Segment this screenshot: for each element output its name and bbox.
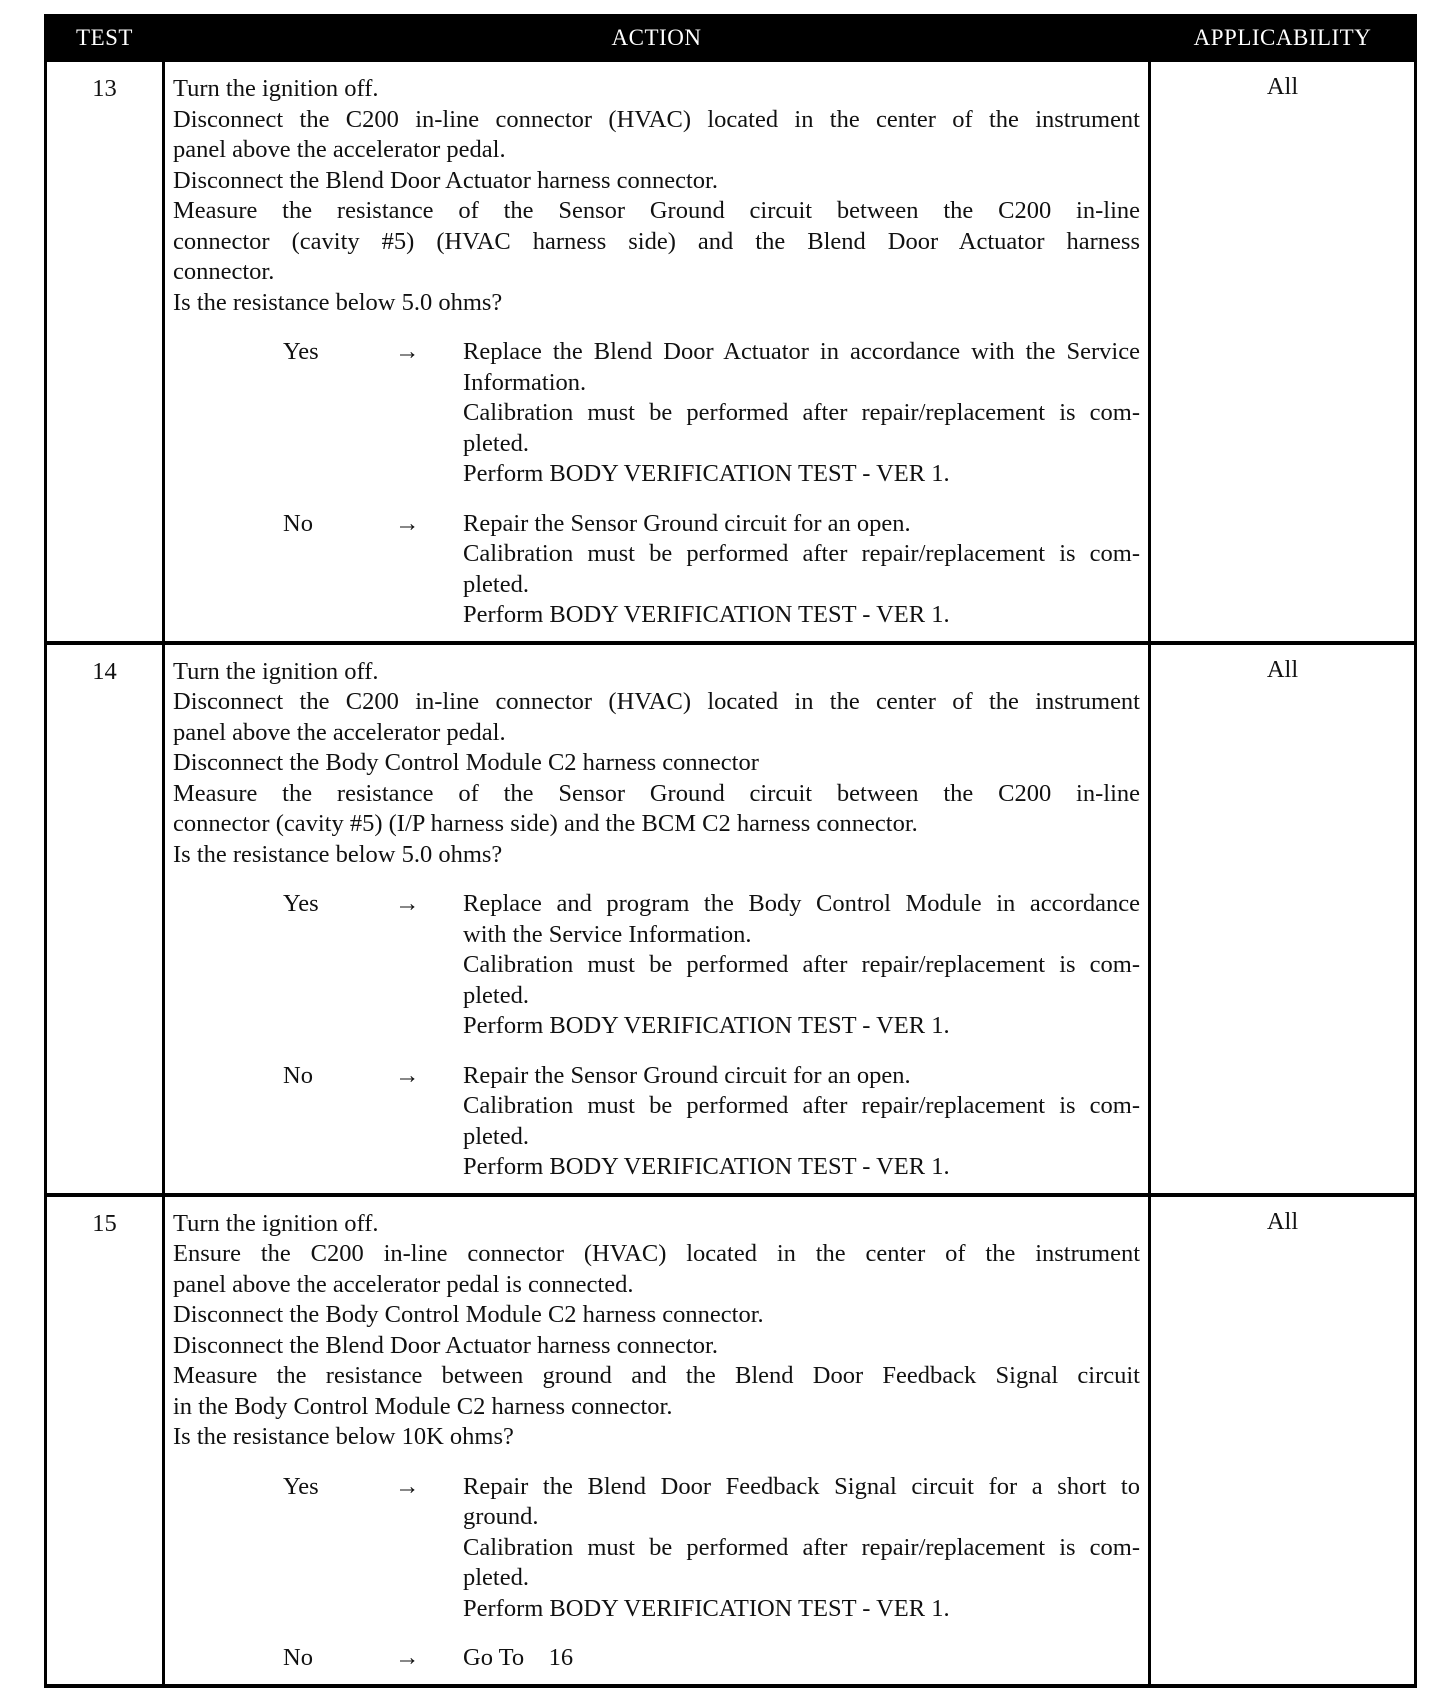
action-step: Disconnect the Blend Door Actuator harness connector. [173, 1331, 718, 1359]
action-step: connector. [173, 258, 275, 285]
action-step: Disconnect the C200 in-line connector (HVAC) located in the center of the instrument [173, 688, 1140, 715]
table-row-test-14 [46, 643, 1416, 1195]
yes-outcome [463, 889, 1140, 1042]
no-label: No [283, 1061, 313, 1089]
action-step: Is the resistance below 5.0 ohms? [173, 840, 503, 868]
header-test: TEST [46, 16, 164, 61]
outcome-line: Calibration must be performed after repair/replacement is com- [463, 540, 1140, 567]
test-number: 14 [46, 643, 164, 1195]
no-outcome [463, 1061, 1140, 1183]
action-step: Is the resistance below 10K ohms? [173, 1423, 514, 1450]
outcome-line: Go To 16 [463, 1644, 574, 1671]
arrow-right-icon: → [395, 1472, 420, 1500]
table-row-test-15 [46, 1195, 1416, 1686]
applicability-value: All [1150, 1195, 1416, 1686]
test-number: 13 [46, 61, 164, 643]
outcome-line: ground. [463, 1503, 539, 1530]
arrow-right-icon: → [395, 1061, 420, 1089]
action-step: Measure the resistance of the Sensor Ground circuit between the C200 in-line [173, 197, 1140, 224]
action-step: connector (cavity #5) (I/P harness side) and the BCM C2 harness connector. [173, 810, 918, 837]
arrow-right-icon: → [395, 338, 420, 365]
action-step: Measure the resistance between ground and the Blend Door Feedback Signal circuit [173, 1362, 1140, 1389]
action-step: Turn the ignition off. [173, 1209, 379, 1237]
outcome-line: Repair the Blend Door Feedback Signal circuit for a short to [463, 1472, 1140, 1500]
outcome-line: Perform BODY VERIFICATION TEST - VER 1. [463, 1012, 950, 1039]
action-step: Measure the resistance of the Sensor Ground circuit between the C200 in-line [173, 779, 1140, 807]
outcome-line: Calibration must be performed after repair/replacement is com- [463, 951, 1140, 978]
action-step: panel above the accelerator pedal. [173, 136, 506, 163]
outcome-line: pleted. [463, 1564, 529, 1591]
table-row-test-13 [46, 61, 1416, 643]
outcome-line: pleted. [463, 1122, 529, 1150]
action-step: panel above the accelerator pedal. [173, 718, 506, 746]
arrow-right-icon: → [395, 890, 420, 917]
diagnostic-test-table-page [44, 14, 1414, 1688]
no-label: No [283, 1644, 313, 1671]
action-step: Disconnect the Body Control Module C2 harness connector. [173, 1301, 764, 1328]
no-branch [173, 509, 1140, 631]
yes-label: Yes [283, 1472, 319, 1500]
outcome-line: Replace the Blend Door Actuator in accordance with the Service [463, 338, 1140, 365]
action-cell [164, 61, 1150, 643]
no-label: No [283, 509, 313, 537]
outcome-line: Replace and program the Body Control Module in accordance [463, 890, 1140, 917]
action-step: in the Body Control Module C2 harness connector. [173, 1392, 673, 1420]
action-step: Is the resistance below 5.0 ohms? [173, 288, 503, 316]
outcome-line: Repair the Sensor Ground circuit for an open. [463, 509, 911, 537]
no-outcome [463, 509, 1140, 631]
no-branch [173, 1061, 1140, 1183]
action-step: Disconnect the Blend Door Actuator harness connector. [173, 166, 718, 194]
diagnostic-test-table [44, 14, 1417, 1688]
action-step: panel above the accelerator pedal is connected. [173, 1270, 634, 1298]
outcome-line: pleted. [463, 981, 529, 1009]
yes-branch [173, 337, 1140, 490]
arrow-right-icon: → [395, 509, 420, 537]
outcome-line: Repair the Sensor Ground circuit for an open. [463, 1061, 911, 1089]
applicability-value: All [1150, 61, 1416, 643]
outcome-line: pleted. [463, 429, 529, 457]
yes-outcome [463, 1472, 1140, 1625]
table-header-row [46, 16, 1416, 61]
outcome-line: Information. [463, 368, 587, 396]
outcome-line: Perform BODY VERIFICATION TEST - VER 1. [463, 460, 950, 487]
outcome-line: Calibration must be performed after repair/replacement is com- [463, 399, 1140, 426]
yes-branch [173, 889, 1140, 1042]
action-step: Disconnect the Body Control Module C2 harness connector [173, 749, 759, 776]
header-action: ACTION [164, 16, 1150, 61]
arrow-right-icon: → [395, 1644, 420, 1671]
outcome-line: Perform BODY VERIFICATION TEST - VER 1. [463, 601, 950, 628]
header-applicability: APPLICABILITY [1150, 16, 1416, 61]
applicability-value: All [1150, 643, 1416, 1195]
action-step: connector (cavity #5) (HVAC harness side) and the Blend Door Actuator harness [173, 227, 1140, 255]
yes-outcome [463, 337, 1140, 490]
action-step: Ensure the C200 in-line connector (HVAC) located in the center of the instrument [173, 1240, 1140, 1267]
outcome-line: pleted. [463, 570, 529, 598]
yes-branch [173, 1472, 1140, 1625]
outcome-line: Perform BODY VERIFICATION TEST - VER 1. [463, 1594, 950, 1622]
action-cell [164, 643, 1150, 1195]
no-branch [173, 1643, 1140, 1674]
no-outcome [463, 1643, 1140, 1674]
outcome-line: Calibration must be performed after repair/replacement is com- [463, 1533, 1140, 1561]
action-cell [164, 1195, 1150, 1686]
yes-label: Yes [283, 890, 319, 917]
action-step: Turn the ignition off. [173, 657, 379, 685]
action-step: Disconnect the C200 in-line connector (HVAC) located in the center of the instrument [173, 105, 1140, 133]
action-step: Turn the ignition off. [173, 75, 379, 102]
outcome-line: with the Service Information. [463, 920, 752, 948]
outcome-line: Perform BODY VERIFICATION TEST - VER 1. [463, 1153, 950, 1180]
outcome-line: Calibration must be performed after repair/replacement is com- [463, 1092, 1140, 1119]
yes-label: Yes [283, 338, 319, 365]
test-number: 15 [46, 1195, 164, 1686]
